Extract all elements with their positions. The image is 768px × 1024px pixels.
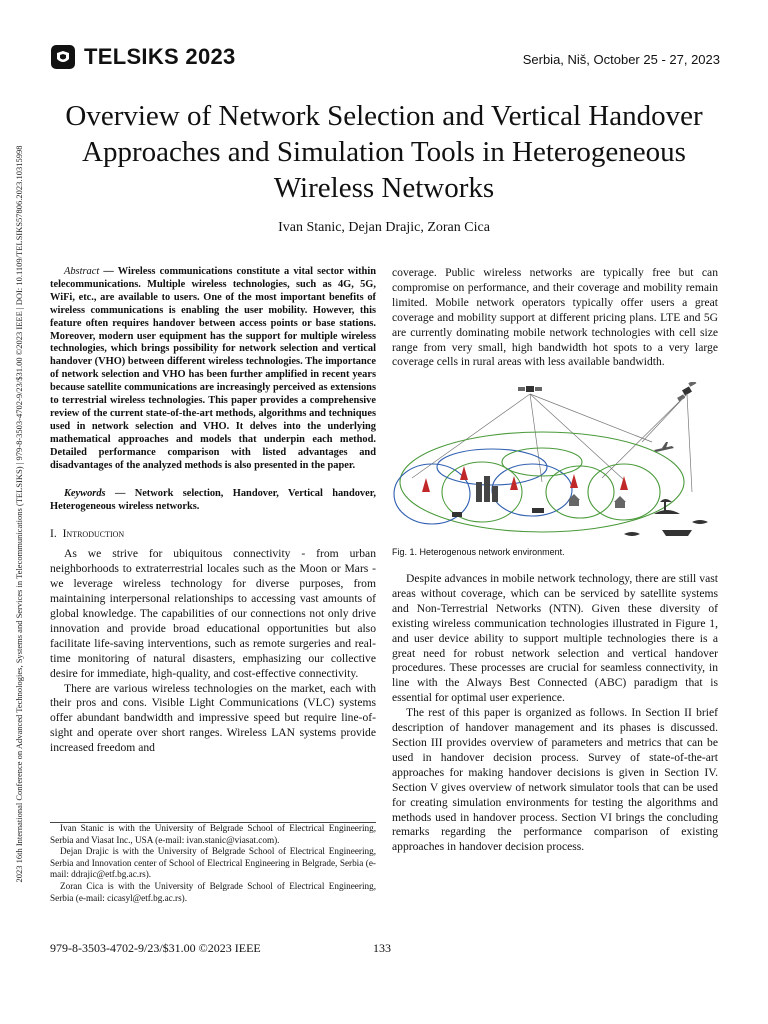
- right-paragraph-1: Despite advances in mobile network technology, there are still vast areas without coverage, which can be serviced by satellite systems and Non-Terrestrial Networks (NTN). Given these diversity of existing wireless communication technologies illustrated in Figure 1, and user device ability to support multiple technologies there is a great need for robust network selection and vertical handover procedures. These processes are crucial for seamless connectivity, in line with the Always Best Connected (ABC) paradigm that is essential for optimal user experience.: [392, 572, 718, 705]
- heterogeneous-network-figure: [392, 382, 720, 544]
- conference-place-date: Serbia, Niš, October 25 - 27, 2023: [522, 52, 720, 67]
- side-copyright-note: [12, 88, 26, 940]
- telsiks-logo-icon: [50, 44, 76, 70]
- intro-paragraph-1: As we strive for ubiquitous connectivity - from urban neighborhoods to extraterrestrial locales such as the Moon or Mars - we leverage wireless technology for diverse purposes, from maintaining interpersonal relationships to accessing vast amounts of global knowledge. The capabilities of our connections not only drive innovation and provide broad educational opportunities but also facilitate life-saving interventions, such as remote surgeries and real-time monitoring of natural disasters, emphasizing our collective desire for immediate, high-quality, and cost-effective connectivity.: [50, 547, 376, 680]
- section-title: Introduction: [62, 526, 125, 540]
- satellite-right-icon: [677, 382, 696, 401]
- paper-title: Overview of Network Selection and Vertical Handover Approaches and Simulation Tools in Heterogeneous Wireless Networks: [65, 100, 703, 204]
- conference-name: TELSIKS 2023: [84, 44, 236, 69]
- right-column-top: [392, 266, 718, 370]
- section-heading-introduction: [50, 527, 376, 542]
- intro-paragraph-2: There are various wireless technologies on the market, each with their pros and cons. Visible Light Communications (VLC) systems offer abundant bandwidth and impressive speed but require line-of-sight and operate over short ranges. Wireless LAN systems provide increased freedom and: [50, 681, 376, 755]
- paper-authors: Ivan Stanic, Dejan Drajic, Zoran Cica: [278, 220, 490, 235]
- section-number: I.: [50, 526, 57, 540]
- author-footnotes: [50, 822, 376, 904]
- page-number: 133: [373, 941, 391, 955]
- abstract-label: Abstract: [64, 266, 100, 277]
- right-column-top-text: coverage. Public wireless networks are typically free but can compromise on performance, and their coverage and mobility remain limited. Mobile network operators typically offer users a great coverage and mobility support at different pricing plans. LTE and 5G are currently dominating mobile network technologies with cell size range from very small, high bandwidth hot spots to a very large coverage cells in rural areas with less available bandwidth.: [392, 266, 718, 369]
- satellite-left-icon: [518, 386, 542, 392]
- ship-icon: [662, 530, 692, 536]
- footer-isbn: 979-8-3503-4702-9/23/$31.00 ©2023 IEEE: [50, 941, 261, 955]
- footnote-drajic: Dejan Drajic is with the University of Belgrade School of Electrical Engineering, Serbia and Innovation center of School of Electrical Engineering in Belgrade, Serbia (e-mail: ddrajic@etf.bg.ac.rs).: [50, 846, 376, 880]
- footnote-stanic: Ivan Stanic is with the University of Belgrade School of Electrical Engineering, Serbia and Viasat Inc., USA (e-mail: ivan.stanic@viasat.com).: [50, 823, 376, 845]
- keywords: [50, 487, 376, 513]
- abstract-text: — Wireless communications constitute a vital sector within telecommunications. Multiple wireless technologies, such as 4G, 5G, WiFi, etc., are available to users. One of the most important benefits of wireless communications is enabling the user mobility. However, this feature often requires handover between access points or base stations. Moreover, modern user equipment has the support for multiple wireless technologies, which brings possibility for network selection and vertical handover (VHO) between different wireless technologies. The importance of network selection and VHO has been further amplified in recent years because satellite communications are increasingly perceived as extensions to terrestrial wireless technologies. This paper provides a comprehensive review of the current state-of-the-art methods, algorithms and techniques used in network selection and VHO. It delves into the underlying mathematical approaches and models that underpin each method. Detailed performance comparison with listed advantages and disadvantages of the analyzed methods is also presented in the paper.: [50, 266, 376, 471]
- right-paragraph-2: The rest of this paper is organized as follows. In Section II brief description of handover management and its phases is discussed. Section III provides overview of parameters and metrics that can be used in handover decision process. Survey of state-of-the-art approaches for making handover decisions is given in Section IV. Section V gives overview of network simulator tools that can be used for creating simulation environments for testing the algorithms and methods used in handover process. Section VI brings the concluding remarks regarding the performance comparison of existing approaches in handover decision process.: [392, 706, 718, 854]
- footnote-cica: Zoran Cica is with the University of Belgrade School of Electrical Engineering, Serbia (e-mail: cicasyl@etf.bg.ac.rs).: [50, 880, 376, 903]
- coverage-cells: [394, 432, 684, 532]
- houses-icon: [568, 494, 626, 508]
- airplane-icon: [654, 442, 674, 452]
- abstract: [50, 266, 376, 473]
- side-copyright-text: 2023 16th International Conference on Advanced Technologies, Systems and Services in Telecommunications (TELSIKS) | 979-8-3503-4702-9/23/$31.00 ©2023 IEEE | DOI: 10.1109/TELSIKS57806.2023.10315998: [14, 145, 24, 883]
- figure-caption: Fig. 1. Heterogenous network environment.: [392, 547, 565, 557]
- left-column: [50, 266, 376, 756]
- right-column-bottom: [392, 572, 718, 855]
- keywords-label: Keywords: [64, 487, 106, 499]
- conference-brand: [50, 44, 236, 70]
- keywords-text: — Network selection, Handover, Vertical handover, Heterogeneous wireless networks.: [50, 487, 376, 512]
